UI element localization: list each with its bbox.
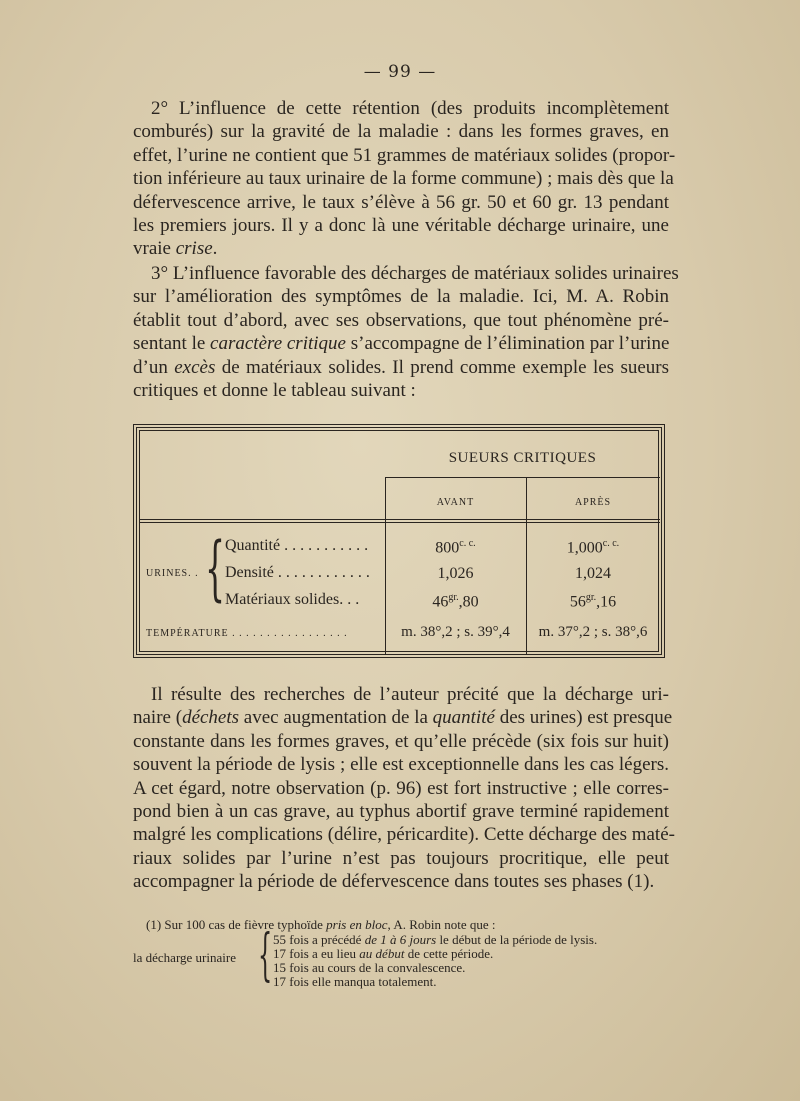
text-line: d’un excès de matériaux solides. Il prend comme exemple les sueurs: [133, 356, 670, 378]
row-label-density: Densité . . . . . . . . . . . .: [225, 564, 370, 581]
footnote-item: 17 fois elle manqua totalement.: [273, 974, 437, 989]
row-label-quantity: Quantité . . . . . . . . . . .: [225, 537, 369, 554]
page-number: — 99 —: [363, 62, 437, 82]
text-line: pond bien à un cas grave, au typhus abortif grave terminé rapidement: [133, 801, 669, 823]
text-line: effet, l’urine ne contient que 51 grammes de matériaux solides (propor-: [133, 144, 676, 166]
footnote-item: 15 fois au cours de la convalescence.: [273, 960, 466, 975]
table-rule: [140, 522, 660, 523]
text-line: naire (déchets avec augmentation de la quantité des urines) est presque: [133, 707, 673, 729]
text-line: tion inférieure au taux urinaire de la forme commune) ; mais dès que la: [133, 168, 674, 190]
footnote-intro: (1) Sur 100 cas de fièvre typhoïde pris en bloc, A. Robin note que :: [146, 917, 496, 932]
cell-quantity-after: $1,000^{c. c.}$: [566, 538, 620, 557]
text-line: malgré les complications (délire, péricardite). Cette décharge des maté-: [133, 824, 675, 846]
cell-density-before: 1,026: [437, 565, 474, 582]
text-line: A cet égard, notre observation (p. 96) est fort instructive ; elle corres-: [133, 777, 669, 799]
footnote-left-label: la décharge urinaire: [133, 950, 236, 965]
cell-temp-before: m. 38°,2 ; s. 39°,4: [401, 624, 510, 640]
table-rule: [140, 519, 660, 520]
text-line: 2° L’influence de cette rétention (des produits incomplètement: [151, 98, 669, 119]
text-line: riaux solides par l’urine n’est pas toujours procritique, elle peut: [133, 847, 669, 869]
text-line: établit tout d’abord, avec ses observations, que tout phénomène pré-: [133, 309, 669, 331]
row-label-solids: Matériaux solides. . .: [225, 591, 360, 608]
column-after: APRÈS: [574, 497, 612, 508]
text-line: constante dans les formes graves, et qu’elle précède (six fois sur huit): [133, 730, 669, 752]
text-line: souvent la période de lysis ; elle est exceptionnelle dans les cas légers.: [133, 754, 669, 776]
brace-symbol: {: [205, 527, 226, 609]
brace-symbol: {: [258, 923, 273, 988]
cell-density-after: 1,024: [575, 565, 611, 582]
column-before: AVANT: [436, 497, 475, 508]
cell-temp-after: m. 37°,2 ; s. 38°,6: [538, 624, 648, 640]
text-line: 3° L’influence favorable des décharges de matériaux solides urinaires: [151, 263, 679, 284]
text-line: vraie crise.: [133, 238, 218, 260]
cell-solids-after: $56^{gr.},16$: [569, 592, 617, 611]
text-line: sur l’amélioration des symptômes de la maladie. Ici, M. A. Robin: [133, 286, 669, 308]
text-line: critiques et donne le tableau suivant :: [133, 380, 416, 402]
paragraph-results: [133, 683, 675, 894]
text-line: Il résulte des recherches de l’auteur précité que la décharge uri-: [151, 684, 669, 705]
table-rule: [385, 477, 660, 478]
text-line: comburés) sur la gravité de la maladie : dans les formes graves, en: [133, 121, 669, 143]
temperature-label: TEMPÉRATURE . . . . . . . . . . . . . . . . .: [146, 628, 348, 639]
text-line: défervescence arrive, le taux s’élève à 56 gr. 50 et 60 gr. 13 pendant: [133, 191, 669, 213]
urines-label: URINES. .: [146, 568, 199, 579]
paragraph-influence: [133, 262, 679, 402]
cell-solids-before: $46^{gr.},80$: [432, 592, 479, 611]
text-line: sentant le caractère critique s’accompagne de l’élimination par l’urine: [133, 333, 670, 355]
paragraph-retention: [133, 97, 676, 261]
footnote-item: 17 fois a eu lieu au début de cette période.: [273, 946, 494, 961]
text-line: les premiers jours. Il y a donc là une véritable décharge urinaire, une: [133, 215, 669, 237]
footnote-item: 55 fois a précédé de 1 à 6 jours le début de la période de lysis.: [273, 932, 598, 947]
table-header: SUEURS CRITIQUES: [448, 450, 597, 466]
text-line: accompagner la période de défervescence dans toutes ses phases (1).: [133, 871, 655, 893]
cell-quantity-before: $800^{c. c.}$: [435, 538, 476, 557]
